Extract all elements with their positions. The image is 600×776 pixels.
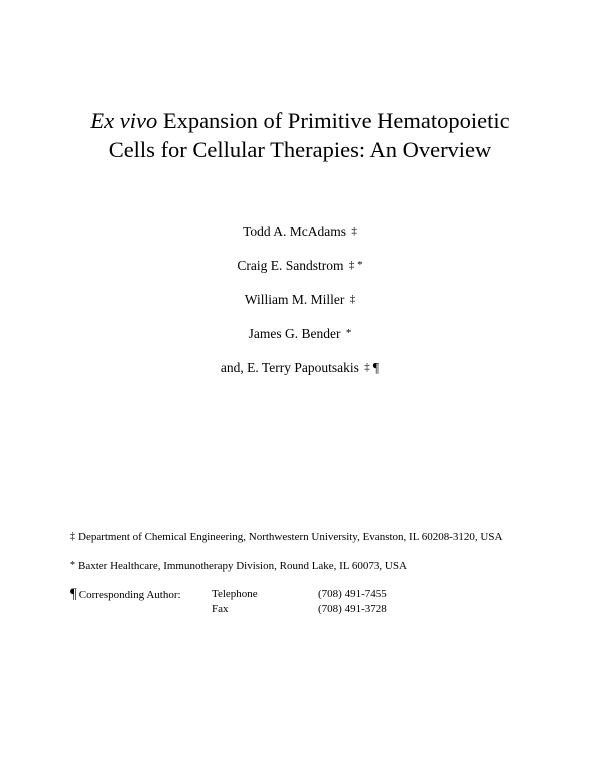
affiliation-text: Baxter Healthcare, Immunotherapy Division, Round Lake, IL 60073, USA [78,560,407,572]
author-affiliation-marks: ‡ * [348,259,363,271]
author [0,290,600,324]
contact-number: (708) 491-7455 [318,588,387,600]
title-line-2: Cells for Cellular Therapies: An Overview [108,137,492,162]
title-line-1-text: Expansion of Primitive Hematopoietic [157,108,510,133]
affiliation-mark: * [70,560,75,571]
contact-type: Telephone [212,588,258,600]
author-name: James G. Bender [248,326,341,341]
affiliation [70,558,570,575]
pilcrow-mark: ¶ [70,586,77,602]
affiliation [70,529,570,546]
author [0,358,600,392]
author-list [0,222,600,392]
corresponding-label-text: Corresponding Author: [78,589,181,601]
corresponding-author-label [70,587,181,603]
contact-type: Fax [212,603,229,615]
author-name: and, E. Terry Papoutsakis [220,360,359,375]
corresponding-author-mark: ¶ [372,361,380,376]
author-name: William M. Miller [244,292,345,307]
author-affiliation-marks: * [345,327,352,339]
affiliation-text: Department of Chemical Engineering, Northwestern University, Evanston, IL 60208-3120, USA [78,531,503,543]
author-name: Todd A. McAdams [243,224,347,239]
author-affiliation-marks: ‡ [349,293,356,305]
affiliation-list [70,529,570,575]
title-line-1 [0,106,600,135]
affiliation-mark: ‡ [70,531,75,542]
paper-title [0,106,600,164]
author [0,256,600,290]
author-name: Craig E. Sandstrom [237,258,344,273]
title-emphasis: Ex vivo [90,108,158,133]
contact-number: (708) 491-3728 [318,603,387,615]
author-affiliation-marks: ‡ [351,225,357,237]
author-affiliation-marks: ‡ [364,361,370,373]
author [0,324,600,358]
author [0,222,600,256]
